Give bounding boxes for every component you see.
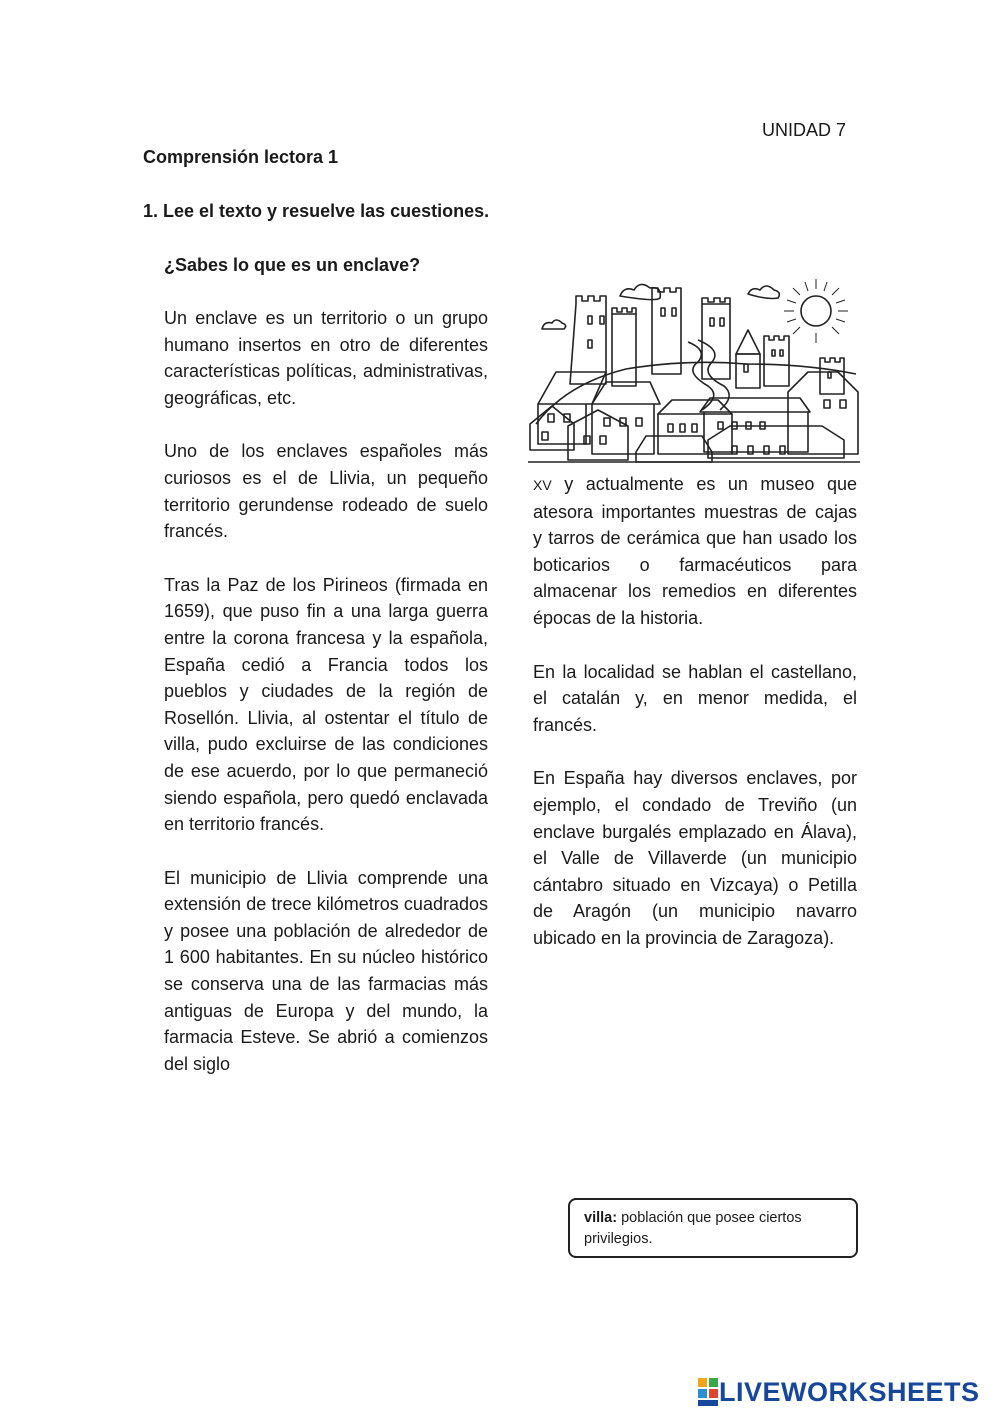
paragraph: Uno de los enclaves españoles más curiosos es el de Llivia, un pequeño territorio gerundense rodeado de suelo francés.	[164, 441, 488, 542]
right-text-column	[533, 471, 857, 979]
liveworksheets-logo	[697, 1374, 980, 1410]
glossary-definition: población que posee ciertos privilegios.	[584, 1210, 802, 1247]
left-text-column	[164, 305, 488, 1104]
paragraph: El municipio de Llivia comprende una extensión de trece kilómetros cuadrados y posee una población de alrededor de 1 600 habitantes. En su núcleo histórico se conserva una de las farmacias más antiguas de Europa y del mundo, la farmacia Esteve. Se abrió a comienzos del siglo	[164, 867, 488, 1074]
paragraph	[533, 471, 857, 632]
century-numeral: XV	[533, 477, 552, 493]
paragraph: Un enclave es un territorio o un grupo humano insertos en otro de diferentes características políticas, administrativas, geográficas, etc.	[164, 308, 488, 408]
paragraph-text: y actualmente es un museo que atesora importantes muestras de cajas y tarros de cerámica que han usado los boticarios o farmacéuticos para almacenar los remedios en diferentes épocas de la historia.	[533, 474, 857, 628]
paragraph: Tras la Paz de los Pirineos (firmada en 1659), que puso fin a una larga guerra entre la corona francesa y la española, España cedió a Francia todos los pueblos y ciudades de la región de Rosellón. Llivia, al ostentar el título de villa, pudo excluirse de las condiciones de ese acuerdo, por lo que permaneció siendo española, pero quedó enclavada en territorio francés.	[164, 574, 488, 835]
glossary-term: villa:	[584, 1210, 618, 1226]
logo-wordmark: LIVEWORKSHEETS	[719, 1376, 980, 1407]
logo-icon	[697, 1377, 719, 1407]
paragraph: En España hay diversos enclaves, por ejemplo, el condado de Treviño (un enclave burgalés emplazado en Álava), el Valle de Villaverde (un municipio cántabro situado en Vizcaya) o Petilla de Aragón (un municipio navarro ubicado en la provincia de Zaragoza).	[533, 768, 857, 948]
castle-town-illustration	[528, 274, 860, 464]
glossary-box	[568, 1198, 858, 1258]
paragraph: En la localidad se hablan el castellano, el catalán y, en menor medida, el francés.	[533, 661, 857, 735]
section-title: Comprensión lectora 1	[143, 147, 339, 167]
exercise-instruction: 1. Lee el texto y resuelve las cuestiones.	[143, 201, 490, 221]
sun-icon	[784, 279, 848, 343]
unit-label: UNIDAD 7	[762, 120, 847, 140]
reading-title: ¿Sabes lo que es un enclave?	[164, 255, 421, 275]
